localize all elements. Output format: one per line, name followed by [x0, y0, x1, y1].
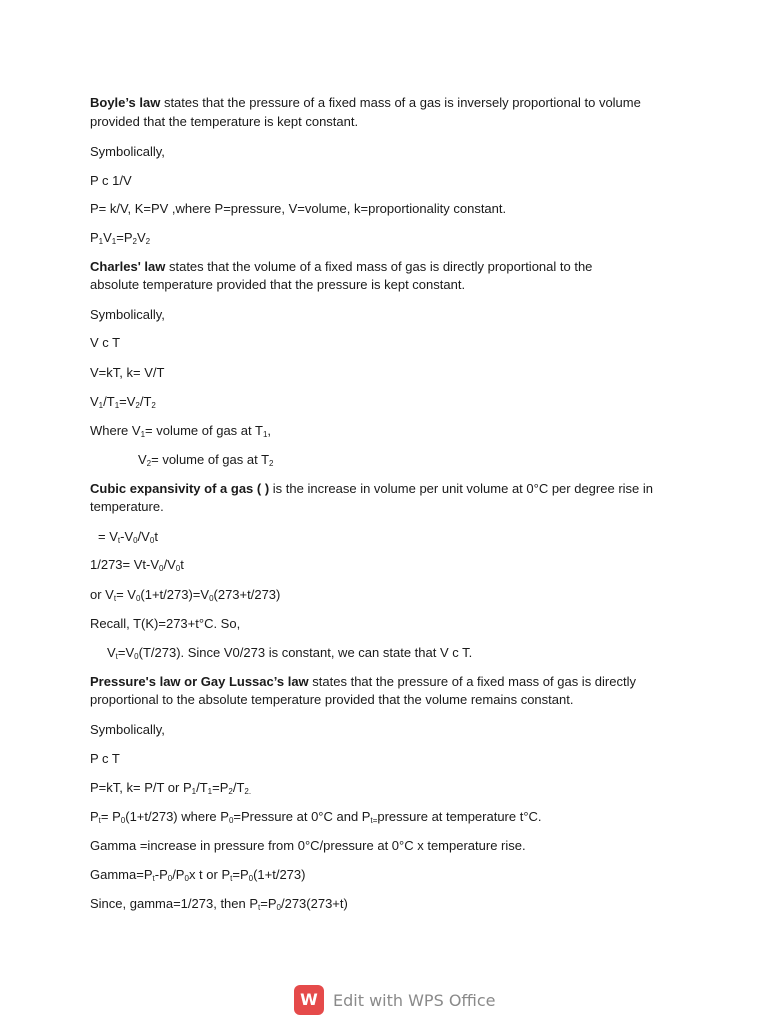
pressure-gamma-def: Gamma =increase in pressure from 0°C/pressure at 0°C x temperature rise. [90, 838, 526, 853]
charles-equation: $V_1/T_1=V_2/T_2$ [90, 394, 156, 410]
cubic-paragraph-line2: temperature. [90, 499, 164, 514]
wps-logo-icon[interactable]: W [294, 985, 324, 1015]
pressure-paragraph-line1 [90, 672, 636, 691]
charles-paragraph-line1 [90, 257, 592, 276]
charles-symbolically: Symbolically, [90, 307, 165, 322]
boyle-paragraph-line1 [90, 93, 641, 112]
cubic-formula1: = $V_t-V_0/V_0t$ [98, 529, 158, 545]
boyle-text: states that the pressure of a fixed mass of a gas is inversely proportional to volume [160, 95, 641, 110]
cubic-text: is the increase in volume per unit volume at 0°C per degree rise in [269, 481, 653, 496]
charles-text: states that the volume of a fixed mass of gas is directly proportional to the [165, 259, 593, 274]
wps-footer[interactable] [0, 983, 768, 1019]
pressure-text: states that the pressure of a fixed mass of gas is directly [308, 674, 636, 689]
charles-where-line1: Where $V_1=$ volume of gas at $T_1$, [90, 423, 272, 439]
boyle-relation: P c 1/V [90, 173, 132, 188]
pressure-symbolically: Symbolically, [90, 722, 165, 737]
edit-with-wps-link[interactable]: Edit with WPS Office [333, 991, 496, 1010]
boyle-paragraph-line2: provided that the temperature is kept constant. [90, 114, 359, 129]
boyle-formula: P= k/V, K=PV ,where P=pressure, V=volume, k=proportionality constant. [90, 201, 507, 216]
boyle-title: Boyle’s law [90, 95, 161, 110]
charles-relation: V c T [90, 335, 121, 350]
boyle-equation: $P_1V_1=P_2V_2$ [90, 230, 151, 246]
boyle-symbolically: Symbolically, [90, 144, 165, 159]
cubic-title: Cubic expansivity of a gas ( ) [90, 481, 270, 496]
pressure-title: Pressure's law or Gay Lussac’s law [90, 674, 309, 689]
pressure-final: Since, gamma=1/273, then $P_t=P_0/273(273+t)$ [90, 896, 348, 912]
cubic-formula3: or $V_t= V_0(1+t/273)=V_0(273+t/273)$ [90, 587, 281, 603]
cubic-paragraph-line1 [90, 479, 653, 498]
charles-paragraph-line2: absolute temperature provided that the pressure is kept constant. [90, 277, 466, 292]
pressure-formula2: $P_t= P_0(1+t/273)$ where $P_0=Pressure$ at 0°C and $P_{t=}pressure$ at temperature t°C. [90, 809, 542, 825]
pressure-formula1: P=kT, k= P/T or $P_1/T_1=P_2/T_{2.}$ [90, 780, 252, 796]
pressure-relation: P c T [90, 751, 120, 766]
pressure-gamma-formula: $Gamma=P_t-P_0/P_0x$ t or $P_t=P_0(1+t/273)$ [90, 867, 306, 883]
charles-title: Charles' law [90, 259, 166, 274]
cubic-recall: Recall, T(K)=273+t°C. So, [90, 616, 241, 631]
charles-where-line2: $V_2=$ volume of gas at $T_2$ [138, 452, 274, 468]
cubic-formula2: $1/273= Vt-V_0/V_0t$ [90, 557, 184, 573]
pressure-paragraph-line2: proportional to the absolute temperature provided that the volume remains constant. [90, 692, 574, 707]
cubic-conclusion: $V_t=V_0(T/273)$. Since V0/273 is constant, we can state that V c T. [107, 645, 473, 661]
charles-formula: V=kT, k= V/T [90, 365, 165, 380]
